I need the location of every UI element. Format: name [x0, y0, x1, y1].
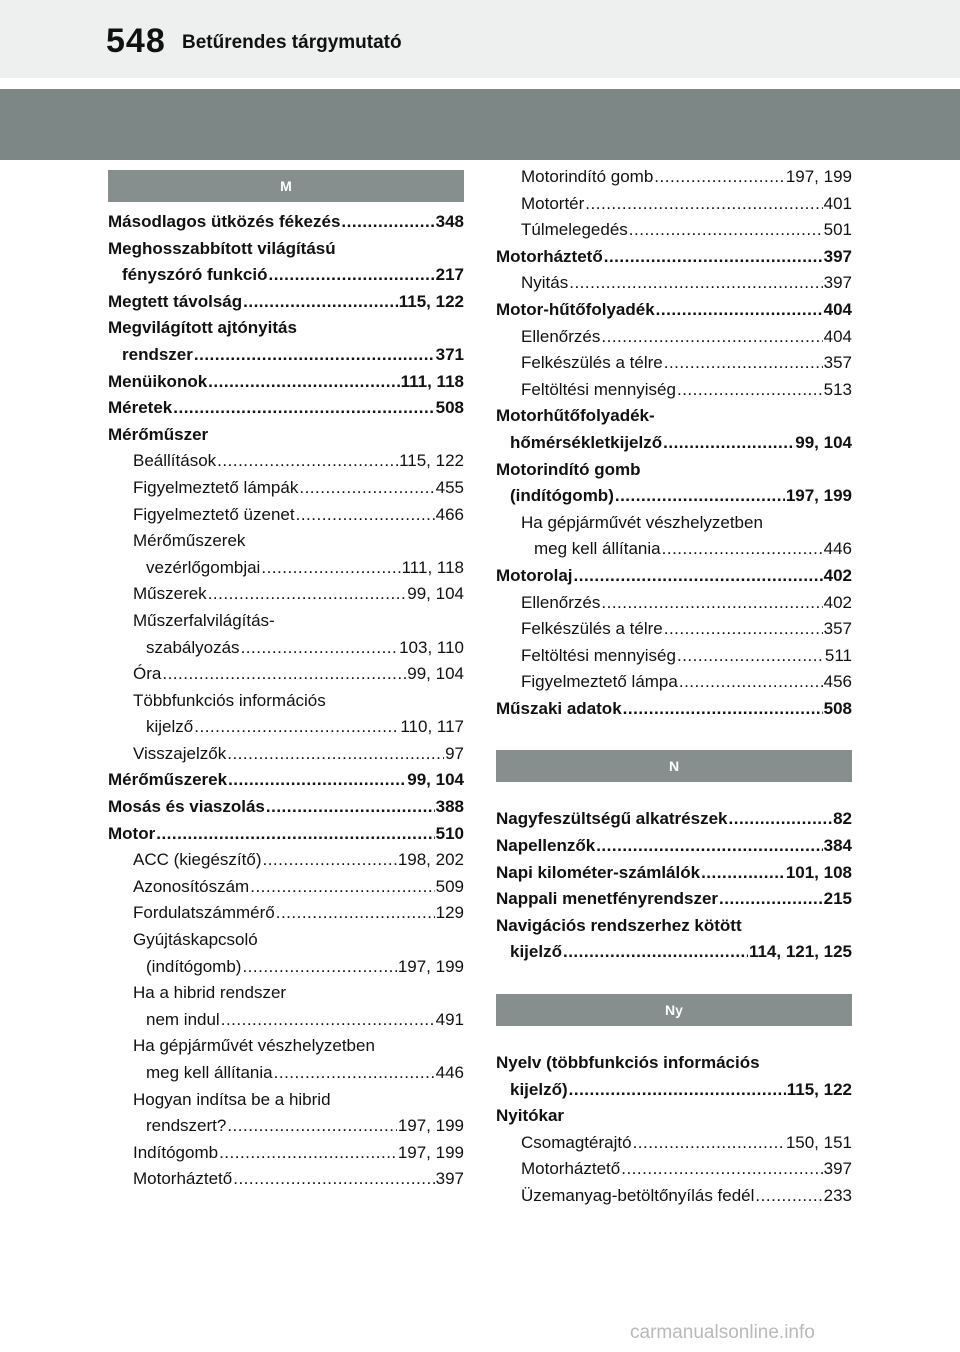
- entry-page-ref[interactable]: 357: [823, 619, 852, 639]
- leader-dots: [266, 794, 435, 821]
- entry-page-ref[interactable]: 115, 122: [399, 451, 464, 471]
- leader-dots: [615, 483, 785, 510]
- leader-dots: [633, 1130, 785, 1157]
- leader-dots: [563, 939, 748, 966]
- entry-page-ref[interactable]: 99, 104: [795, 432, 852, 452]
- leader-dots: [662, 536, 823, 563]
- index-entry: [108, 209, 464, 236]
- entry-page-ref[interactable]: 404: [823, 299, 852, 319]
- entry-page-ref[interactable]: 491: [435, 1009, 464, 1029]
- entry-page-ref[interactable]: 402: [823, 565, 852, 585]
- entry-term: vezérlőgombjai: [146, 557, 261, 577]
- entry-term: Üzemanyag-betöltőnyílás fedél: [521, 1186, 755, 1205]
- index-column-right: [496, 164, 852, 1210]
- entry-term: Óra: [133, 664, 162, 684]
- entry-term: Indítógomb: [133, 1142, 219, 1162]
- entry-term: szabályozás: [146, 637, 240, 657]
- entry-page-ref[interactable]: 99, 104: [407, 770, 464, 790]
- index-entry: [108, 821, 464, 848]
- entry-page-ref[interactable]: 397: [823, 1159, 852, 1179]
- entry-term: Nyitókar: [496, 1106, 565, 1126]
- index-entry: [496, 377, 852, 404]
- entry-page-ref[interactable]: 197, 199: [397, 1142, 464, 1162]
- entry-term: Menüikonok: [108, 371, 208, 391]
- entry-term: Mérőműszer: [108, 424, 209, 444]
- leader-dots: [261, 555, 400, 582]
- index-entry: [496, 833, 852, 860]
- entry-page-ref[interactable]: 82: [833, 809, 852, 829]
- entry-page-ref[interactable]: 456: [823, 672, 852, 692]
- leader-dots: [162, 661, 406, 688]
- index-entry: [108, 289, 464, 316]
- index-entry: [108, 502, 464, 529]
- entry-term: Nappali menetfényrendszer: [496, 889, 719, 909]
- leader-dots: [241, 635, 399, 662]
- index-entry: [108, 528, 464, 581]
- entry-term: Motorhűtőfolyadék-: [496, 406, 655, 426]
- entry-term: rendszer: [122, 344, 193, 364]
- index-entry: [496, 669, 852, 696]
- page-number: 548: [106, 22, 166, 60]
- entry-term: Hogyan indítsa be a hibrid: [133, 1089, 331, 1109]
- entry-page-ref[interactable]: 115, 122: [398, 291, 464, 311]
- entry-term: Feltöltési mennyiség: [521, 379, 676, 399]
- entry-term: Gyújtáskapcsoló: [133, 930, 258, 950]
- entry-term: fényszóró funkció: [122, 265, 268, 285]
- entry-term: Ellenőrzés: [521, 592, 601, 612]
- entry-term: Beállítások: [133, 451, 217, 471]
- leader-dots: [227, 1113, 396, 1140]
- entry-page-ref[interactable]: 513: [823, 379, 852, 399]
- entry-term: Mérőműszerek: [108, 770, 228, 790]
- leader-dots: [242, 954, 396, 981]
- entry-term: Figyelmeztető lámpák: [133, 477, 299, 497]
- index-entry: [108, 847, 464, 874]
- index-entry: [496, 563, 852, 590]
- entry-page-ref[interactable]: 510: [435, 823, 464, 843]
- index-entry: [108, 422, 464, 449]
- entry-term: Másodlagos ütközés fékezés: [108, 212, 341, 231]
- entry-page-ref[interactable]: 197, 199: [785, 167, 852, 186]
- index-entry: [108, 661, 464, 688]
- index-entry: [108, 767, 464, 794]
- leader-dots: [656, 297, 823, 324]
- leader-dots: [585, 191, 822, 218]
- entry-page-ref[interactable]: 198, 202: [397, 850, 464, 870]
- index-entry: [108, 927, 464, 980]
- index-entry: [496, 913, 852, 966]
- entry-term: Azonosítószám: [133, 876, 250, 896]
- entry-page-ref[interactable]: 110, 117: [400, 717, 464, 737]
- leader-dots: [654, 164, 785, 191]
- entry-page-ref[interactable]: 99, 104: [407, 584, 464, 604]
- section-letter-bar: Ny: [496, 994, 852, 1026]
- entry-page-ref[interactable]: 99, 104: [407, 664, 464, 684]
- entry-term: meg kell állítania: [534, 539, 661, 559]
- entry-page-ref[interactable]: 233: [823, 1186, 852, 1205]
- entry-term: (indítógomb): [146, 956, 242, 976]
- index-entry: [496, 616, 852, 643]
- entry-page-ref[interactable]: 215: [823, 889, 852, 909]
- index-entry: [108, 395, 464, 422]
- entry-term: Motorolaj: [496, 565, 573, 585]
- index-entry: [108, 448, 464, 475]
- leader-dots: [664, 616, 823, 643]
- watermark: carmanualsonline.info: [630, 1322, 815, 1343]
- entry-page-ref[interactable]: 129: [435, 903, 464, 923]
- entry-term: Ha gépjárművét vészhelyzetben: [521, 512, 763, 532]
- leader-dots: [569, 270, 822, 297]
- entry-term: (indítógomb): [510, 486, 614, 506]
- entry-term: kijelző: [146, 717, 194, 737]
- leader-dots: [173, 395, 434, 422]
- entry-term: Felkészülés a télre: [521, 353, 663, 373]
- entry-term: Többfunkciós információs: [133, 690, 326, 710]
- index-entry: [496, 324, 852, 351]
- entry-term: Ha a hibrid rendszer: [133, 983, 287, 1003]
- entry-page-ref[interactable]: 397: [823, 273, 852, 293]
- index-entry: [108, 741, 464, 768]
- leader-dots: [217, 448, 398, 475]
- entry-term: rendszert?: [146, 1116, 227, 1136]
- entry-term: Nyitás: [521, 273, 569, 293]
- entry-term: Motortér: [521, 193, 585, 213]
- entry-term: Napi kilométer-számlálók: [496, 862, 701, 882]
- entry-page-ref[interactable]: 446: [823, 539, 852, 559]
- entry-term: Nagyfeszültségű alkatrészek: [496, 809, 728, 829]
- entry-term: meg kell állítania: [146, 1063, 273, 1082]
- index-entry: [496, 643, 852, 670]
- entry-page-ref[interactable]: 501: [823, 220, 852, 240]
- entry-page-ref[interactable]: 446: [435, 1063, 464, 1082]
- index-entry: [496, 590, 852, 617]
- entry-term: Figyelmeztető üzenet: [133, 504, 295, 524]
- leader-dots: [677, 643, 824, 670]
- leader-dots: [262, 847, 396, 874]
- entry-term: nem indul: [146, 1009, 220, 1029]
- index-entry: [108, 475, 464, 502]
- entry-term: Napellenzők: [496, 836, 596, 856]
- entry-term: Motorháztető: [521, 1159, 621, 1179]
- entry-term: Nyelv (többfunkciós információs: [496, 1053, 760, 1073]
- leader-dots: [208, 581, 407, 608]
- leader-dots: [629, 217, 823, 244]
- entry-term: Motorindító gomb: [496, 459, 641, 479]
- index-entry: [108, 369, 464, 396]
- leader-dots: [227, 741, 444, 768]
- entry-page-ref[interactable]: 197, 199: [785, 486, 852, 506]
- entry-page-ref[interactable]: 402: [823, 592, 852, 612]
- entry-term: Műszerek: [133, 584, 207, 604]
- entry-term: Feltöltési mennyiség: [521, 645, 676, 665]
- index-entry: [496, 1156, 852, 1183]
- index-entry: [496, 244, 852, 271]
- header-dark-band: [0, 89, 960, 160]
- leader-dots: [729, 806, 833, 833]
- index-entry: [496, 164, 852, 191]
- index-entry: [496, 403, 852, 456]
- entry-page-ref[interactable]: 197, 199: [397, 956, 464, 976]
- entry-page-ref[interactable]: 103, 110: [399, 637, 464, 657]
- entry-term: Felkészülés a télre: [521, 619, 663, 639]
- index-column-left: [108, 170, 464, 1193]
- entry-page-ref[interactable]: 466: [435, 504, 464, 524]
- entry-page-ref[interactable]: 401: [823, 193, 852, 213]
- entry-page-ref[interactable]: 511: [824, 645, 852, 665]
- leader-dots: [221, 1007, 435, 1034]
- entry-term: Műszaki adatok: [496, 698, 622, 718]
- index-entry: [496, 806, 852, 833]
- leader-dots: [268, 262, 434, 289]
- index-entry: [108, 688, 464, 741]
- leader-dots: [219, 1140, 397, 1167]
- entry-page-ref[interactable]: 101, 108: [785, 862, 852, 882]
- index-entry: [496, 297, 852, 324]
- entry-page-ref[interactable]: 388: [435, 797, 464, 817]
- index-entry: [108, 900, 464, 927]
- index-entry: [108, 315, 464, 368]
- index-entry: [496, 457, 852, 510]
- entry-page-ref[interactable]: 384: [823, 836, 852, 856]
- leader-dots: [243, 289, 398, 316]
- index-entry: [496, 350, 852, 377]
- entry-page-ref[interactable]: 115, 122: [786, 1079, 852, 1099]
- entry-term: Visszajelzők: [133, 743, 227, 763]
- entry-term: Motor: [108, 823, 156, 843]
- entry-term: Fordulatszámmérő: [133, 903, 275, 923]
- entry-page-ref[interactable]: 397: [823, 246, 852, 266]
- leader-dots: [663, 430, 794, 457]
- entry-term: Navigációs rendszerhez kötött: [496, 915, 742, 935]
- entry-term: Motorindító gomb: [521, 167, 654, 186]
- leader-dots: [701, 860, 785, 887]
- index-entry: [496, 1183, 852, 1210]
- entry-page-ref[interactable]: 397: [435, 1169, 464, 1189]
- index-entry: [108, 608, 464, 661]
- leader-dots: [574, 563, 823, 590]
- entry-term: Motorháztető: [496, 246, 603, 266]
- index-entry: [496, 886, 852, 913]
- entry-term: kijelző: [510, 942, 562, 962]
- leader-dots: [596, 833, 822, 860]
- index-entry: [108, 1166, 464, 1193]
- leader-dots: [569, 1077, 786, 1104]
- entry-page-ref[interactable]: 150, 151: [785, 1132, 852, 1152]
- entry-page-ref[interactable]: 97: [445, 743, 464, 763]
- entry-term: Megtett távolság: [108, 291, 243, 311]
- leader-dots: [233, 1166, 434, 1193]
- leader-dots: [296, 502, 435, 529]
- leader-dots: [341, 209, 434, 236]
- entry-term: Műszerfalvilágítás-: [133, 610, 275, 630]
- index-entry: [496, 270, 852, 297]
- entry-page-ref[interactable]: 111, 118: [400, 371, 464, 391]
- index-entry: [108, 980, 464, 1033]
- entry-term: Ha gépjárművét vészhelyzetben: [133, 1036, 375, 1056]
- entry-page-ref[interactable]: 357: [823, 353, 852, 373]
- entry-page-ref[interactable]: 509: [435, 876, 464, 896]
- entry-page-ref[interactable]: 371: [435, 344, 464, 364]
- entry-page-ref[interactable]: 508: [435, 398, 464, 418]
- leader-dots: [208, 369, 399, 396]
- index-entry: [496, 1103, 852, 1130]
- entry-term: Csomagtérajtó: [521, 1132, 632, 1152]
- leader-dots: [719, 886, 823, 913]
- entry-page-ref[interactable]: 114, 121, 125: [748, 942, 852, 962]
- leader-dots: [601, 590, 822, 617]
- leader-dots: [250, 874, 434, 901]
- index-entry: [496, 191, 852, 218]
- leader-dots: [679, 669, 823, 696]
- entry-term: Motor-hűtőfolyadék: [496, 299, 655, 319]
- leader-dots: [604, 244, 823, 271]
- index-entry: [108, 581, 464, 608]
- leader-dots: [755, 1183, 822, 1210]
- entry-page-ref[interactable]: 455: [435, 477, 464, 497]
- index-entry: [496, 510, 852, 563]
- page-title: Betűrendes tárgymutató: [182, 32, 402, 53]
- entry-term: kijelző): [510, 1079, 568, 1099]
- entry-term: Meghosszabbított világítású: [108, 238, 336, 258]
- entry-page-ref[interactable]: 217: [435, 265, 464, 285]
- section-letter-bar: N: [496, 750, 852, 782]
- index-entry: [108, 1033, 464, 1086]
- leader-dots: [677, 377, 823, 404]
- entry-term: Ellenőrzés: [521, 326, 601, 346]
- leader-dots: [601, 324, 822, 351]
- index-entry: [496, 217, 852, 244]
- entry-page-ref[interactable]: 197, 199: [397, 1116, 464, 1136]
- entry-page-ref[interactable]: 111, 118: [401, 557, 464, 577]
- index-entry: [496, 860, 852, 887]
- leader-dots: [228, 767, 406, 794]
- entry-term: Figyelmeztető lámpa: [521, 672, 678, 692]
- leader-dots: [194, 342, 435, 369]
- entry-term: Mérőműszerek: [133, 531, 246, 551]
- index-entry: [496, 1050, 852, 1103]
- leader-dots: [276, 900, 435, 927]
- entry-term: Méretek: [108, 398, 173, 418]
- index-entry: [108, 794, 464, 821]
- entry-term: hőmérsékletkijelző: [510, 432, 663, 452]
- index-entry: [108, 1140, 464, 1167]
- entry-page-ref[interactable]: 508: [823, 698, 852, 718]
- leader-dots: [274, 1060, 435, 1087]
- index-entry: [108, 874, 464, 901]
- entry-term: Mosás és viaszolás: [108, 797, 265, 817]
- entry-term: Megvilágított ajtónyitás: [108, 318, 297, 338]
- leader-dots: [664, 350, 823, 377]
- index-entry: [108, 1087, 464, 1140]
- entry-term: ACC (kiegészítő): [133, 850, 262, 870]
- index-entry: [108, 236, 464, 289]
- entry-page-ref[interactable]: 404: [823, 326, 852, 346]
- section-letter-bar: M: [108, 170, 464, 202]
- entry-page-ref[interactable]: 348: [435, 212, 464, 231]
- leader-dots: [156, 821, 434, 848]
- index-entry: [496, 696, 852, 723]
- leader-dots: [299, 475, 434, 502]
- index-entry: [496, 1130, 852, 1157]
- entry-term: Túlmelegedés: [521, 220, 628, 240]
- leader-dots: [621, 1156, 822, 1183]
- entry-term: Motorháztető: [133, 1169, 233, 1189]
- leader-dots: [194, 714, 399, 741]
- leader-dots: [623, 696, 823, 723]
